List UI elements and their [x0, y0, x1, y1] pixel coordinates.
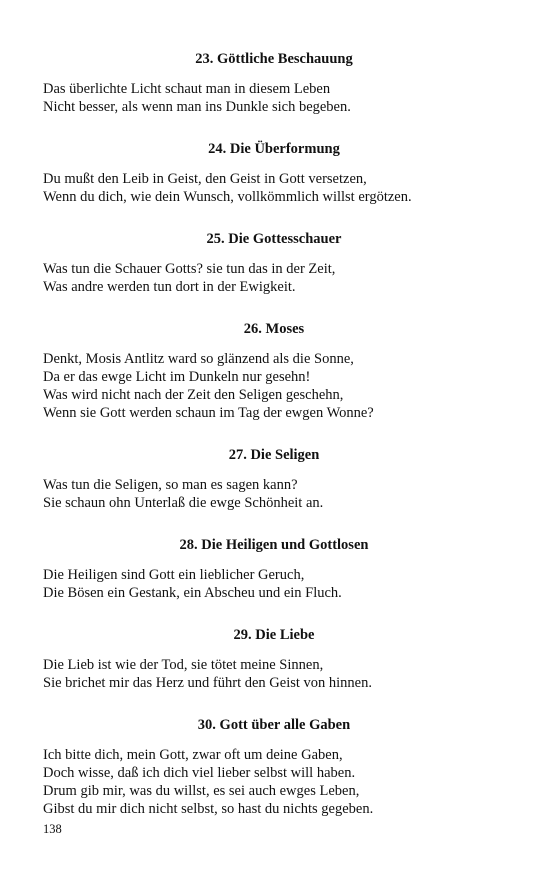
- poem-body: [43, 566, 505, 602]
- poem-line: Drum gib mir, was du willst, es sei auch ewges Leben,: [43, 783, 360, 799]
- poem-line: Nicht besser, als wenn man ins Dunkle sich begeben.: [43, 99, 351, 115]
- poem: [43, 626, 505, 692]
- book-page: [43, 50, 505, 842]
- poem-title: 29. Die Liebe: [233, 627, 315, 643]
- poem-line: Was tun die Schauer Gotts? sie tun das in der Zeit,: [43, 261, 336, 277]
- poem-body: [43, 350, 505, 422]
- poem-line: Wenn du dich, wie dein Wunsch, vollkömmlich willst ergötzen.: [43, 189, 412, 205]
- poem-line: Das überlichte Licht schaut man in diesem Leben: [43, 81, 331, 97]
- poem-body: [43, 80, 505, 116]
- page-number: 138: [43, 822, 62, 836]
- poem-title: 24. Die Überformung: [208, 141, 340, 157]
- poem-body: [43, 656, 505, 692]
- poem-line: Sie brichet mir das Herz und führt den Geist von hinnen.: [43, 675, 372, 691]
- poem: [43, 536, 505, 602]
- poem-line: Sie schaun ohn Unterlaß die ewge Schönheit an.: [43, 495, 324, 511]
- poem: [43, 230, 505, 296]
- poem-line: Was wird nicht nach der Zeit den Seligen geschehn,: [43, 387, 344, 403]
- poem-line: Doch wisse, daß ich dich viel lieber selbst will haben.: [43, 765, 356, 781]
- poem-line: Die Lieb ist wie der Tod, sie tötet meine Sinnen,: [43, 657, 324, 673]
- poem-line: Du mußt den Leib in Geist, den Geist in Gott versetzen,: [43, 171, 367, 187]
- poem-line: Die Heiligen sind Gott ein lieblicher Geruch,: [43, 567, 305, 583]
- poem: [43, 320, 505, 422]
- poem-body: [43, 746, 505, 818]
- poem-line: Da er das ewge Licht im Dunkeln nur gesehn!: [43, 369, 311, 385]
- poem-title: 27. Die Seligen: [228, 447, 320, 463]
- poem-title: 28. Die Heiligen und Gottlosen: [179, 537, 369, 553]
- poem-line: Was andre werden tun dort in der Ewigkeit.: [43, 279, 296, 295]
- poem-title: 26. Moses: [243, 321, 305, 337]
- poem-title: 25. Die Gottesschauer: [206, 231, 342, 247]
- poem: [43, 716, 505, 818]
- poem: [43, 446, 505, 512]
- poem-line: Wenn sie Gott werden schaun im Tag der ewgen Wonne?: [43, 405, 374, 421]
- poem: [43, 140, 505, 206]
- poem-line: Gibst du mir dich nicht selbst, so hast du nichts gegeben.: [43, 801, 374, 817]
- poem-body: [43, 260, 505, 296]
- poem-title: 23. Göttliche Beschauung: [195, 51, 353, 67]
- poem-body: [43, 476, 505, 512]
- poem-line: Die Bösen ein Gestank, ein Abscheu und ein Fluch.: [43, 585, 342, 601]
- poem-line: Denkt, Mosis Antlitz ward so glänzend als die Sonne,: [43, 351, 354, 367]
- poem-title: 30. Gott über alle Gaben: [197, 717, 351, 733]
- poem-body: [43, 170, 505, 206]
- poem-line: Was tun die Seligen, so man es sagen kann?: [43, 477, 298, 493]
- poem: [43, 50, 505, 116]
- poem-line: Ich bitte dich, mein Gott, zwar oft um deine Gaben,: [43, 747, 343, 763]
